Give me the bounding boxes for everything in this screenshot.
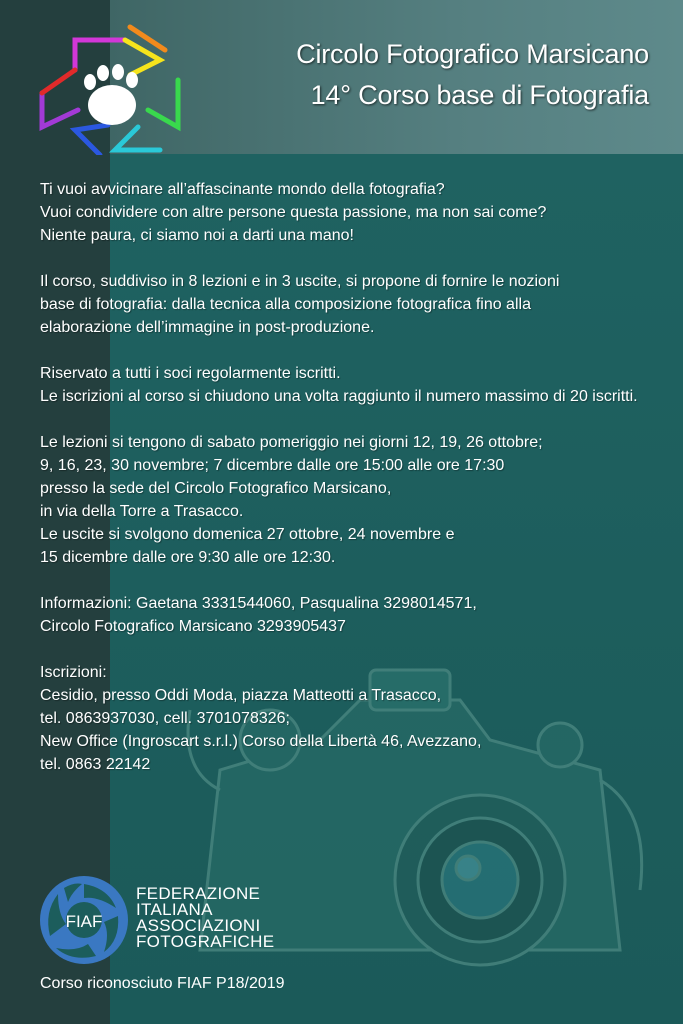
paragraph-course [40,270,670,339]
text-line: Circolo Fotografico Marsicano 3293905437 [40,618,346,635]
text-line: Il corso, suddiviso in 8 lezioni e in 3 uscite, si propone di fornire le nozioni [40,273,560,290]
text-line: Cesidio, presso Oddi Moda, piazza Matteotti a Trasacco, [40,687,442,704]
paragraph-intro [40,178,670,247]
text-line: in via della Torre a Trasacco. [40,503,244,520]
fiaf-aperture-logo-icon [38,874,130,966]
title-line-2: 14° Corso base di Fotografia [310,80,649,110]
fiaf-name [136,886,274,950]
paragraph-registration [40,661,670,776]
text-line: Le lezioni si tengono di sabato pomeriggio nei giorni 12, 19, 26 ottobre; [40,434,543,451]
text-line: 15 dicembre dalle ore 9:30 alle ore 12:30. [40,549,336,566]
bear-paw-shutter-logo-icon [30,15,190,155]
text-line: 9, 16, 23, 30 novembre; 7 dicembre dalle ore 15:00 alle ore 17:30 [40,457,505,474]
fiaf-name-line: ITALIANA [136,900,213,919]
text-line: Niente paura, ci siamo noi a darti una mano! [40,227,354,244]
title-line-1: Circolo Fotografico Marsicano [296,39,649,69]
body-text [40,178,670,799]
fiaf-name-line: FOTOGRAFICHE [136,932,275,951]
fiaf-acronym: FIAF [65,912,103,931]
footer-note: Corso riconosciuto FIAF P18/2019 [40,975,285,992]
text-line: New Office (Ingroscart s.r.l.) Corso della Libertà 46, Avezzano, [40,733,482,750]
paragraph-enrollment [40,362,670,408]
text-line: Riservato a tutti i soci regolarmente iscritti. [40,365,341,382]
page-title [296,34,649,116]
text-line: Iscrizioni: [40,664,107,681]
text-line: base di fotografia: dalla tecnica alla composizione fotografica fino alla [40,296,531,313]
fiaf-name-line: FEDERAZIONE [136,884,261,903]
text-line: Ti vuoi avvicinare all’affascinante mondo della fotografia? [40,181,445,198]
text-line: Vuoi condividere con altre persone questa passione, ma non sai come? [40,204,547,221]
text-line: tel. 0863 22142 [40,756,151,773]
text-line: tel. 0863937030, cell. 3701078326; [40,710,290,727]
fiaf-name-line: ASSOCIAZIONI [136,916,261,935]
text-line: presso la sede del Circolo Fotografico Marsicano, [40,480,392,497]
paragraph-schedule [40,431,670,569]
text-line: Le uscite si svolgono domenica 27 ottobre, 24 novembre e [40,526,455,543]
text-line: Informazioni: Gaetana 3331544060, Pasqualina 3298014571, [40,595,477,612]
paragraph-info [40,592,670,638]
text-line: Le iscrizioni al corso si chiudono una volta raggiunto il numero massimo di 20 iscritti. [40,388,638,405]
text-line: elaborazione dell’immagine in post-produzione. [40,319,375,336]
